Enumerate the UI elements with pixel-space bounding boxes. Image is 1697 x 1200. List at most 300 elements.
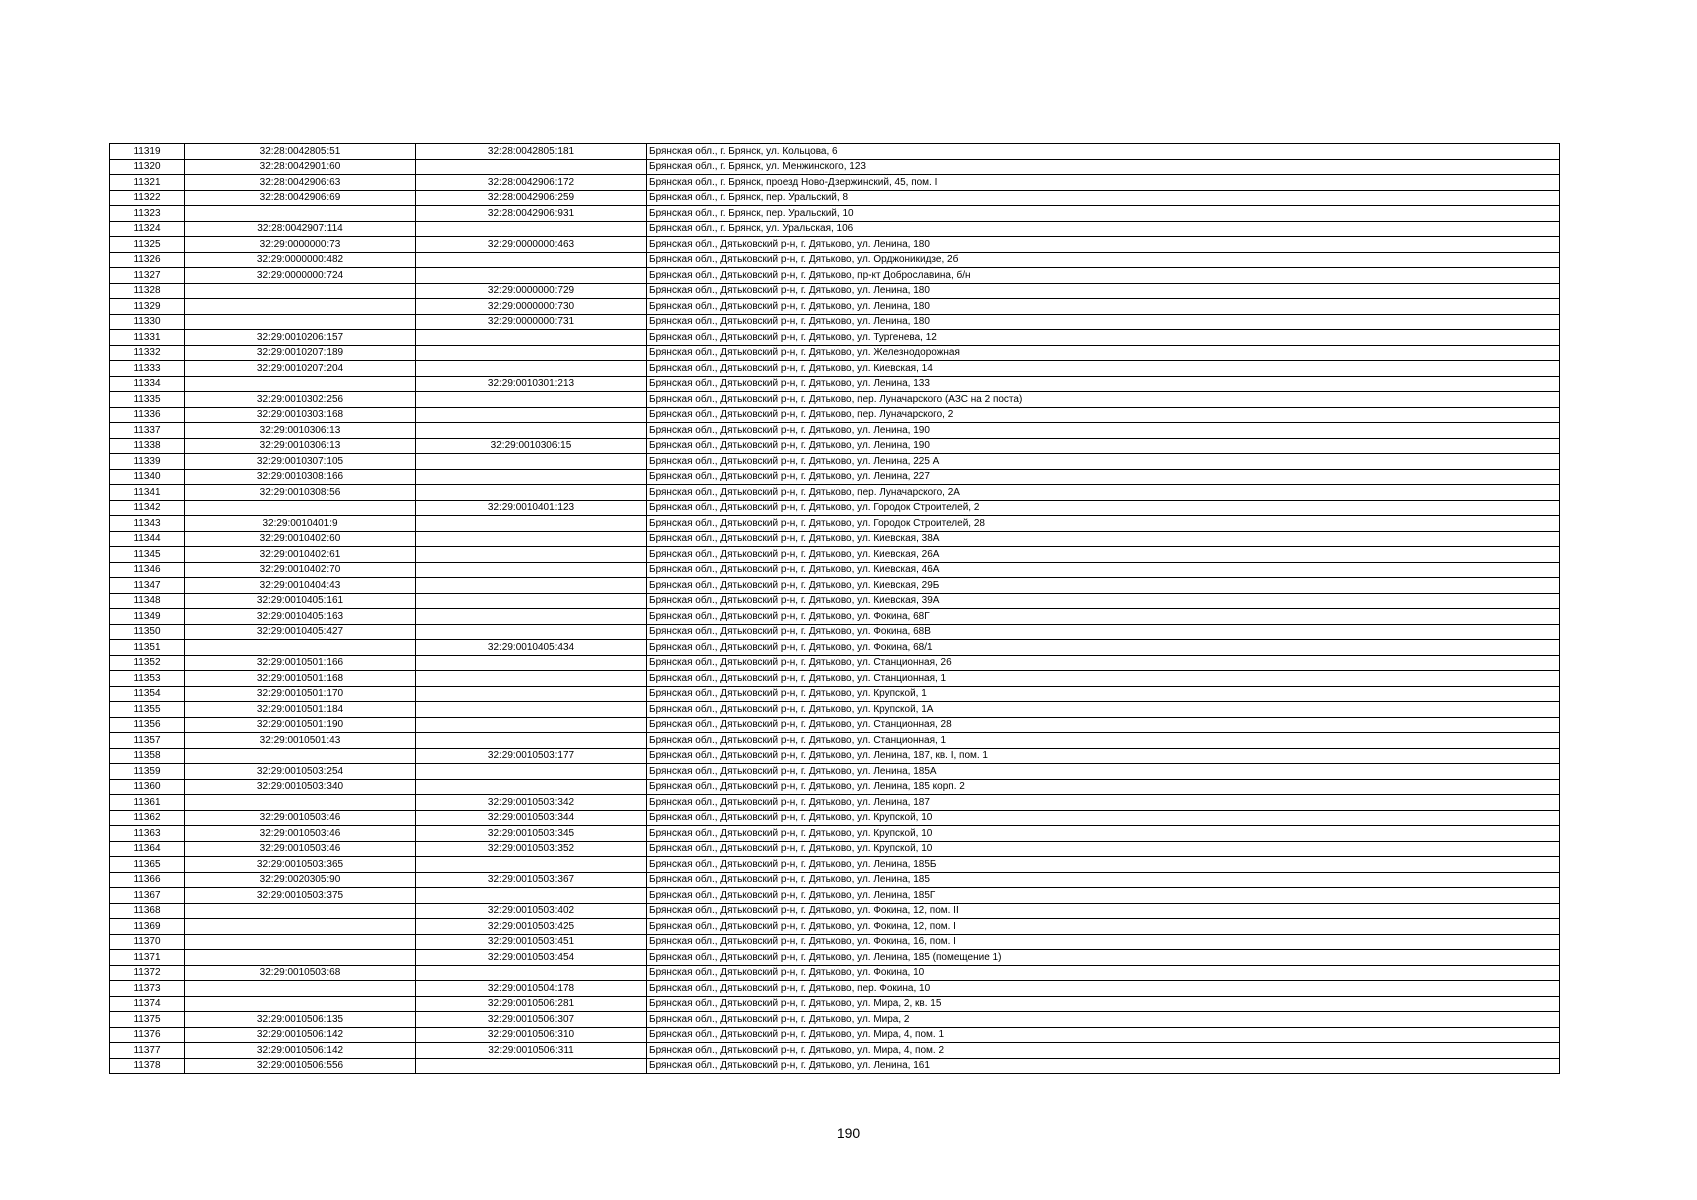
row-number-cell: 11372 bbox=[110, 965, 185, 981]
cadastral-number-cell: 32:29:0010501:168 bbox=[185, 671, 416, 687]
table-row bbox=[110, 810, 1560, 826]
object-cadastral-number-cell: 32:28:0042906:259 bbox=[416, 190, 647, 206]
row-number-cell: 11351 bbox=[110, 640, 185, 656]
object-cadastral-number-cell: 32:29:0010506:310 bbox=[416, 1027, 647, 1043]
row-number-cell: 11369 bbox=[110, 919, 185, 935]
cadastral-number-cell: 32:29:0010405:161 bbox=[185, 593, 416, 609]
row-number-cell: 11378 bbox=[110, 1058, 185, 1074]
object-cadastral-number-cell bbox=[416, 1058, 647, 1074]
cadastral-number-cell: 32:29:0010401:9 bbox=[185, 516, 416, 532]
table-row bbox=[110, 919, 1560, 935]
table-row bbox=[110, 841, 1560, 857]
table-row bbox=[110, 1012, 1560, 1028]
object-cadastral-number-cell bbox=[416, 268, 647, 284]
cadastral-number-cell: 32:29:0010207:204 bbox=[185, 361, 416, 377]
cadastral-number-cell: 32:28:0042901:60 bbox=[185, 159, 416, 175]
cadastral-number-cell: 32:28:0042906:63 bbox=[185, 175, 416, 191]
cadastral-number-cell: 32:29:0010503:365 bbox=[185, 857, 416, 873]
table-row bbox=[110, 500, 1560, 516]
row-number-cell: 11329 bbox=[110, 299, 185, 315]
object-cadastral-number-cell: 32:29:0010506:307 bbox=[416, 1012, 647, 1028]
cadastral-number-cell: 32:29:0010404:43 bbox=[185, 578, 416, 594]
row-number-cell: 11370 bbox=[110, 934, 185, 950]
cadastral-number-cell bbox=[185, 640, 416, 656]
cadastral-number-cell: 32:29:0010503:254 bbox=[185, 764, 416, 780]
object-cadastral-number-cell: 32:29:0010306:15 bbox=[416, 438, 647, 454]
object-cadastral-number-cell: 32:29:0000000:463 bbox=[416, 237, 647, 253]
table-row bbox=[110, 299, 1560, 315]
row-number-cell: 11357 bbox=[110, 733, 185, 749]
object-cadastral-number-cell bbox=[416, 562, 647, 578]
table-row bbox=[110, 578, 1560, 594]
row-number-cell: 11342 bbox=[110, 500, 185, 516]
object-cadastral-number-cell bbox=[416, 609, 647, 625]
row-number-cell: 11325 bbox=[110, 237, 185, 253]
address-cell: Брянская обл., г. Брянск, пер. Уральский, 10 bbox=[647, 206, 1560, 222]
cadastral-number-cell: 32:29:0010506:135 bbox=[185, 1012, 416, 1028]
cadastral-number-cell: 32:29:0000000:724 bbox=[185, 268, 416, 284]
cadastral-number-cell: 32:29:0010501:43 bbox=[185, 733, 416, 749]
row-number-cell: 11348 bbox=[110, 593, 185, 609]
row-number-cell: 11374 bbox=[110, 996, 185, 1012]
address-cell: Брянская обл., Дятьковский р-н, г. Дятьково, ул. Ленина, 180 bbox=[647, 314, 1560, 330]
cadastral-number-cell bbox=[185, 299, 416, 315]
object-cadastral-number-cell bbox=[416, 485, 647, 501]
cadastral-number-cell bbox=[185, 795, 416, 811]
row-number-cell: 11319 bbox=[110, 144, 185, 160]
table-row bbox=[110, 1043, 1560, 1059]
row-number-cell: 11328 bbox=[110, 283, 185, 299]
address-cell: Брянская обл., г. Брянск, ул. Менжинского, 123 bbox=[647, 159, 1560, 175]
cadastral-number-cell: 32:29:0010506:142 bbox=[185, 1027, 416, 1043]
cadastral-number-cell: 32:29:0000000:73 bbox=[185, 237, 416, 253]
row-number-cell: 11371 bbox=[110, 950, 185, 966]
cadastral-number-cell: 32:28:0042906:69 bbox=[185, 190, 416, 206]
table-row bbox=[110, 454, 1560, 470]
row-number-cell: 11346 bbox=[110, 562, 185, 578]
object-cadastral-number-cell bbox=[416, 423, 647, 439]
row-number-cell: 11365 bbox=[110, 857, 185, 873]
table-row bbox=[110, 547, 1560, 563]
cadastral-number-cell bbox=[185, 314, 416, 330]
object-cadastral-number-cell: 32:29:0010301:213 bbox=[416, 376, 647, 392]
table-row bbox=[110, 361, 1560, 377]
object-cadastral-number-cell bbox=[416, 516, 647, 532]
object-cadastral-number-cell: 32:29:0010503:402 bbox=[416, 903, 647, 919]
object-cadastral-number-cell bbox=[416, 593, 647, 609]
cadastral-number-cell: 32:29:0010405:427 bbox=[185, 624, 416, 640]
cadastral-number-cell: 32:29:0010501:190 bbox=[185, 717, 416, 733]
row-number-cell: 11373 bbox=[110, 981, 185, 997]
cadastral-number-cell: 32:29:0010306:13 bbox=[185, 438, 416, 454]
table-row bbox=[110, 485, 1560, 501]
row-number-cell: 11347 bbox=[110, 578, 185, 594]
table-row bbox=[110, 190, 1560, 206]
row-number-cell: 11327 bbox=[110, 268, 185, 284]
object-cadastral-number-cell bbox=[416, 361, 647, 377]
address-cell: Брянская обл., Дятьковский р-н, г. Дятьково, ул. Ленина, 133 bbox=[647, 376, 1560, 392]
object-cadastral-number-cell bbox=[416, 717, 647, 733]
table-row bbox=[110, 702, 1560, 718]
object-cadastral-number-cell: 32:29:0010506:281 bbox=[416, 996, 647, 1012]
object-cadastral-number-cell: 32:29:0010405:434 bbox=[416, 640, 647, 656]
cadastral-number-cell: 32:29:0010501:184 bbox=[185, 702, 416, 718]
cadastral-number-cell: 32:29:0010503:375 bbox=[185, 888, 416, 904]
cadastral-number-cell bbox=[185, 500, 416, 516]
address-cell: Брянская обл., Дятьковский р-н, г. Дятьково, ул. Фокина, 16, пом. I bbox=[647, 934, 1560, 950]
object-cadastral-number-cell bbox=[416, 671, 647, 687]
object-cadastral-number-cell bbox=[416, 330, 647, 346]
table-row bbox=[110, 748, 1560, 764]
address-cell: Брянская обл., Дятьковский р-н, г. Дятьково, ул. Ленина, 180 bbox=[647, 299, 1560, 315]
object-cadastral-number-cell bbox=[416, 702, 647, 718]
table-row bbox=[110, 996, 1560, 1012]
object-cadastral-number-cell: 32:29:0010503:451 bbox=[416, 934, 647, 950]
cadastral-number-cell: 32:28:0042805:51 bbox=[185, 144, 416, 160]
address-cell: Брянская обл., Дятьковский р-н, г. Дятьково, ул. Мира, 4, пом. 2 bbox=[647, 1043, 1560, 1059]
address-cell: Брянская обл., г. Брянск, ул. Уральская, 106 bbox=[647, 221, 1560, 237]
cadastral-number-cell: 32:29:0010503:46 bbox=[185, 826, 416, 842]
object-cadastral-number-cell: 32:29:0000000:729 bbox=[416, 283, 647, 299]
row-number-cell: 11338 bbox=[110, 438, 185, 454]
cadastral-number-cell: 32:29:0000000:482 bbox=[185, 252, 416, 268]
address-cell: Брянская обл., Дятьковский р-н, г. Дятьково, ул. Ленина, 185А bbox=[647, 764, 1560, 780]
cadastral-number-cell: 32:29:0010207:189 bbox=[185, 345, 416, 361]
object-cadastral-number-cell: 32:29:0000000:730 bbox=[416, 299, 647, 315]
cadastral-number-cell: 32:29:0010302:256 bbox=[185, 392, 416, 408]
object-cadastral-number-cell bbox=[416, 624, 647, 640]
row-number-cell: 11330 bbox=[110, 314, 185, 330]
cadastral-number-cell: 32:29:0010501:170 bbox=[185, 686, 416, 702]
row-number-cell: 11367 bbox=[110, 888, 185, 904]
object-cadastral-number-cell bbox=[416, 454, 647, 470]
object-cadastral-number-cell: 32:29:0010503:425 bbox=[416, 919, 647, 935]
row-number-cell: 11320 bbox=[110, 159, 185, 175]
row-number-cell: 11322 bbox=[110, 190, 185, 206]
address-cell: Брянская обл., Дятьковский р-н, г. Дятьково, ул. Городок Строителей, 2 bbox=[647, 500, 1560, 516]
address-cell: Брянская обл., Дятьковский р-н, г. Дятьково, ул. Киевская, 46А bbox=[647, 562, 1560, 578]
address-cell: Брянская обл., Дятьковский р-н, г. Дятьково, ул. Ленина, 185 bbox=[647, 872, 1560, 888]
row-number-cell: 11343 bbox=[110, 516, 185, 532]
address-cell: Брянская обл., Дятьковский р-н, г. Дятьково, ул. Фокина, 68В bbox=[647, 624, 1560, 640]
object-cadastral-number-cell: 32:29:0000000:731 bbox=[416, 314, 647, 330]
table-row bbox=[110, 1058, 1560, 1074]
table-row bbox=[110, 965, 1560, 981]
row-number-cell: 11323 bbox=[110, 206, 185, 222]
object-cadastral-number-cell bbox=[416, 733, 647, 749]
row-number-cell: 11335 bbox=[110, 392, 185, 408]
row-number-cell: 11376 bbox=[110, 1027, 185, 1043]
row-number-cell: 11358 bbox=[110, 748, 185, 764]
cadastral-number-cell: 32:29:0010308:56 bbox=[185, 485, 416, 501]
object-cadastral-number-cell: 32:28:0042805:181 bbox=[416, 144, 647, 160]
cadastral-number-cell: 32:29:0010501:166 bbox=[185, 655, 416, 671]
row-number-cell: 11363 bbox=[110, 826, 185, 842]
row-number-cell: 11326 bbox=[110, 252, 185, 268]
address-cell: Брянская обл., Дятьковский р-н, г. Дятьково, ул. Ленина, 185 (помещение 1) bbox=[647, 950, 1560, 966]
cadastral-number-cell: 32:29:0010402:60 bbox=[185, 531, 416, 547]
object-cadastral-number-cell: 32:29:0010503:367 bbox=[416, 872, 647, 888]
row-number-cell: 11333 bbox=[110, 361, 185, 377]
table-row bbox=[110, 345, 1560, 361]
row-number-cell: 11350 bbox=[110, 624, 185, 640]
row-number-cell: 11368 bbox=[110, 903, 185, 919]
cadastral-number-cell bbox=[185, 919, 416, 935]
object-cadastral-number-cell: 32:29:0010504:178 bbox=[416, 981, 647, 997]
address-cell: Брянская обл., Дятьковский р-н, г. Дятьково, ул. Городок Строителей, 28 bbox=[647, 516, 1560, 532]
address-cell: Брянская обл., Дятьковский р-н, г. Дятьково, ул. Станционная, 28 bbox=[647, 717, 1560, 733]
object-cadastral-number-cell: 32:29:0010503:352 bbox=[416, 841, 647, 857]
cadastral-number-cell bbox=[185, 950, 416, 966]
address-cell: Брянская обл., г. Брянск, проезд Ново-Дзержинский, 45, пом. I bbox=[647, 175, 1560, 191]
table-row bbox=[110, 872, 1560, 888]
table-row bbox=[110, 1027, 1560, 1043]
address-cell: Брянская обл., Дятьковский р-н, г. Дятьково, ул. Фокина, 10 bbox=[647, 965, 1560, 981]
object-cadastral-number-cell: 32:28:0042906:172 bbox=[416, 175, 647, 191]
row-number-cell: 11339 bbox=[110, 454, 185, 470]
cadastral-number-cell: 32:29:0010405:163 bbox=[185, 609, 416, 625]
row-number-cell: 11353 bbox=[110, 671, 185, 687]
table-row bbox=[110, 516, 1560, 532]
row-number-cell: 11361 bbox=[110, 795, 185, 811]
row-number-cell: 11354 bbox=[110, 686, 185, 702]
cadastral-number-cell: 32:29:0010308:166 bbox=[185, 469, 416, 485]
table-row bbox=[110, 981, 1560, 997]
cadastral-number-cell bbox=[185, 903, 416, 919]
cadastral-number-cell bbox=[185, 996, 416, 1012]
object-cadastral-number-cell bbox=[416, 965, 647, 981]
cadastral-number-cell bbox=[185, 981, 416, 997]
address-cell: Брянская обл., Дятьковский р-н, г. Дятьково, ул. Ленина, 227 bbox=[647, 469, 1560, 485]
address-cell: Брянская обл., Дятьковский р-н, г. Дятьково, пер. Луначарского (АЗС на 2 поста) bbox=[647, 392, 1560, 408]
table-row bbox=[110, 609, 1560, 625]
row-number-cell: 11356 bbox=[110, 717, 185, 733]
table-row bbox=[110, 733, 1560, 749]
address-cell: Брянская обл., Дятьковский р-н, г. Дятьково, пер. Фокина, 10 bbox=[647, 981, 1560, 997]
table-row bbox=[110, 237, 1560, 253]
table-row bbox=[110, 469, 1560, 485]
address-cell: Брянская обл., Дятьковский р-н, г. Дятьково, ул. Ленина, 161 bbox=[647, 1058, 1560, 1074]
object-cadastral-number-cell bbox=[416, 531, 647, 547]
object-cadastral-number-cell bbox=[416, 779, 647, 795]
table-row bbox=[110, 314, 1560, 330]
table-row bbox=[110, 268, 1560, 284]
address-cell: Брянская обл., Дятьковский р-н, г. Дятьково, ул. Мира, 2, кв. 15 bbox=[647, 996, 1560, 1012]
row-number-cell: 11352 bbox=[110, 655, 185, 671]
table-row bbox=[110, 655, 1560, 671]
address-cell: Брянская обл., Дятьковский р-н, г. Дятьково, ул. Мира, 4, пом. 1 bbox=[647, 1027, 1560, 1043]
cadastral-number-cell: 32:29:0010503:46 bbox=[185, 841, 416, 857]
address-cell: Брянская обл., Дятьковский р-н, г. Дятьково, ул. Ленина, 180 bbox=[647, 237, 1560, 253]
cadastral-number-cell: 32:29:0010306:13 bbox=[185, 423, 416, 439]
row-number-cell: 11360 bbox=[110, 779, 185, 795]
cadastral-table bbox=[109, 143, 1560, 1074]
row-number-cell: 11375 bbox=[110, 1012, 185, 1028]
row-number-cell: 11344 bbox=[110, 531, 185, 547]
row-number-cell: 11377 bbox=[110, 1043, 185, 1059]
table-row bbox=[110, 283, 1560, 299]
address-cell: Брянская обл., Дятьковский р-н, г. Дятьково, ул. Тургенева, 12 bbox=[647, 330, 1560, 346]
table-row bbox=[110, 640, 1560, 656]
object-cadastral-number-cell bbox=[416, 547, 647, 563]
address-cell: Брянская обл., Дятьковский р-н, г. Дятьково, ул. Киевская, 14 bbox=[647, 361, 1560, 377]
address-cell: Брянская обл., Дятьковский р-н, г. Дятьково, ул. Станционная, 1 bbox=[647, 671, 1560, 687]
table-row bbox=[110, 438, 1560, 454]
cadastral-number-cell bbox=[185, 376, 416, 392]
address-cell: Брянская обл., Дятьковский р-н, г. Дятьково, ул. Крупской, 10 bbox=[647, 826, 1560, 842]
address-cell: Брянская обл., Дятьковский р-н, г. Дятьково, ул. Станционная, 1 bbox=[647, 733, 1560, 749]
object-cadastral-number-cell bbox=[416, 888, 647, 904]
table-row bbox=[110, 423, 1560, 439]
table-row bbox=[110, 175, 1560, 191]
table-row bbox=[110, 159, 1560, 175]
address-cell: Брянская обл., Дятьковский р-н, г. Дятьково, ул. Железнодорожная bbox=[647, 345, 1560, 361]
table-row bbox=[110, 779, 1560, 795]
table-row bbox=[110, 671, 1560, 687]
table-row bbox=[110, 903, 1560, 919]
address-cell: Брянская обл., Дятьковский р-н, г. Дятьково, ул. Ленина, 180 bbox=[647, 283, 1560, 299]
object-cadastral-number-cell: 32:29:0010503:177 bbox=[416, 748, 647, 764]
row-number-cell: 11334 bbox=[110, 376, 185, 392]
object-cadastral-number-cell bbox=[416, 345, 647, 361]
cadastral-number-cell: 32:29:0010303:168 bbox=[185, 407, 416, 423]
row-number-cell: 11321 bbox=[110, 175, 185, 191]
object-cadastral-number-cell: 32:29:0010401:123 bbox=[416, 500, 647, 516]
address-cell: Брянская обл., Дятьковский р-н, г. Дятьково, ул. Ленина, 190 bbox=[647, 423, 1560, 439]
row-number-cell: 11324 bbox=[110, 221, 185, 237]
table-row bbox=[110, 764, 1560, 780]
table-row bbox=[110, 376, 1560, 392]
address-cell: Брянская обл., Дятьковский р-н, г. Дятьково, ул. Станционная, 26 bbox=[647, 655, 1560, 671]
row-number-cell: 11336 bbox=[110, 407, 185, 423]
table-row bbox=[110, 206, 1560, 222]
address-cell: Брянская обл., Дятьковский р-н, г. Дятьково, ул. Фокина, 12, пом. I bbox=[647, 919, 1560, 935]
cadastral-number-cell bbox=[185, 283, 416, 299]
table-row bbox=[110, 407, 1560, 423]
address-cell: Брянская обл., Дятьковский р-н, г. Дятьково, пр-кт Доброславина, б/н bbox=[647, 268, 1560, 284]
address-cell: Брянская обл., Дятьковский р-н, г. Дятьково, пер. Луначарского, 2А bbox=[647, 485, 1560, 501]
cadastral-number-cell: 32:29:0010503:340 bbox=[185, 779, 416, 795]
address-cell: Брянская обл., Дятьковский р-н, г. Дятьково, ул. Мира, 2 bbox=[647, 1012, 1560, 1028]
table-row bbox=[110, 717, 1560, 733]
table-row bbox=[110, 686, 1560, 702]
object-cadastral-number-cell bbox=[416, 857, 647, 873]
page-number: 190 bbox=[836, 1125, 861, 1141]
object-cadastral-number-cell bbox=[416, 159, 647, 175]
table-row bbox=[110, 795, 1560, 811]
address-cell: Брянская обл., Дятьковский р-н, г. Дятьково, ул. Крупской, 10 bbox=[647, 841, 1560, 857]
table-row bbox=[110, 221, 1560, 237]
object-cadastral-number-cell bbox=[416, 686, 647, 702]
table-row bbox=[110, 624, 1560, 640]
address-cell: Брянская обл., Дятьковский р-н, г. Дятьково, ул. Ленина, 225 А bbox=[647, 454, 1560, 470]
address-cell: Брянская обл., Дятьковский р-н, г. Дятьково, ул. Киевская, 26А bbox=[647, 547, 1560, 563]
object-cadastral-number-cell bbox=[416, 221, 647, 237]
object-cadastral-number-cell bbox=[416, 655, 647, 671]
table-row bbox=[110, 531, 1560, 547]
address-cell: Брянская обл., Дятьковский р-н, г. Дятьково, ул. Ленина, 185Б bbox=[647, 857, 1560, 873]
address-cell: Брянская обл., Дятьковский р-н, г. Дятьково, ул. Крупской, 1А bbox=[647, 702, 1560, 718]
address-cell: Брянская обл., Дятьковский р-н, г. Дятьково, ул. Фокина, 12, пом. II bbox=[647, 903, 1560, 919]
cadastral-number-cell bbox=[185, 206, 416, 222]
cadastral-number-cell: 32:29:0020305:90 bbox=[185, 872, 416, 888]
cadastral-number-cell bbox=[185, 748, 416, 764]
object-cadastral-number-cell bbox=[416, 252, 647, 268]
address-cell: Брянская обл., Дятьковский р-н, г. Дятьково, ул. Ленина, 187 bbox=[647, 795, 1560, 811]
object-cadastral-number-cell bbox=[416, 764, 647, 780]
object-cadastral-number-cell: 32:29:0010503:454 bbox=[416, 950, 647, 966]
cadastral-number-cell: 32:29:0010506:142 bbox=[185, 1043, 416, 1059]
table-body bbox=[110, 144, 1560, 1074]
cadastral-number-cell: 32:29:0010503:68 bbox=[185, 965, 416, 981]
row-number-cell: 11362 bbox=[110, 810, 185, 826]
address-cell: Брянская обл., г. Брянск, ул. Кольцова, 6 bbox=[647, 144, 1560, 160]
address-cell: Брянская обл., Дятьковский р-н, г. Дятьково, ул. Ленина, 185Г bbox=[647, 888, 1560, 904]
cadastral-number-cell: 32:29:0010206:157 bbox=[185, 330, 416, 346]
table-row bbox=[110, 562, 1560, 578]
row-number-cell: 11337 bbox=[110, 423, 185, 439]
address-cell: Брянская обл., Дятьковский р-н, г. Дятьково, ул. Киевская, 29Б bbox=[647, 578, 1560, 594]
table-row bbox=[110, 934, 1560, 950]
table-row bbox=[110, 826, 1560, 842]
address-cell: Брянская обл., Дятьковский р-н, г. Дятьково, ул. Фокина, 68Г bbox=[647, 609, 1560, 625]
cadastral-number-cell bbox=[185, 934, 416, 950]
row-number-cell: 11349 bbox=[110, 609, 185, 625]
object-cadastral-number-cell bbox=[416, 392, 647, 408]
address-cell: Брянская обл., Дятьковский р-н, г. Дятьково, ул. Ленина, 185 корп. 2 bbox=[647, 779, 1560, 795]
address-cell: Брянская обл., Дятьковский р-н, г. Дятьково, ул. Ленина, 190 bbox=[647, 438, 1560, 454]
object-cadastral-number-cell bbox=[416, 469, 647, 485]
address-cell: Брянская обл., Дятьковский р-н, г. Дятьково, ул. Крупской, 10 bbox=[647, 810, 1560, 826]
cadastral-number-cell: 32:28:0042907:114 bbox=[185, 221, 416, 237]
table-row bbox=[110, 950, 1560, 966]
table-row bbox=[110, 144, 1560, 160]
object-cadastral-number-cell bbox=[416, 578, 647, 594]
table-row bbox=[110, 888, 1560, 904]
object-cadastral-number-cell: 32:29:0010503:345 bbox=[416, 826, 647, 842]
row-number-cell: 11345 bbox=[110, 547, 185, 563]
address-cell: Брянская обл., Дятьковский р-н, г. Дятьково, ул. Фокина, 68/1 bbox=[647, 640, 1560, 656]
cadastral-number-cell: 32:29:0010506:556 bbox=[185, 1058, 416, 1074]
cadastral-number-cell: 32:29:0010503:46 bbox=[185, 810, 416, 826]
row-number-cell: 11340 bbox=[110, 469, 185, 485]
table-row bbox=[110, 252, 1560, 268]
address-cell: Брянская обл., Дятьковский р-н, г. Дятьково, ул. Ленина, 187, кв. I, пом. 1 bbox=[647, 748, 1560, 764]
row-number-cell: 11364 bbox=[110, 841, 185, 857]
address-cell: Брянская обл., Дятьковский р-н, г. Дятьково, ул. Крупской, 1 bbox=[647, 686, 1560, 702]
table-row bbox=[110, 392, 1560, 408]
object-cadastral-number-cell: 32:29:0010503:342 bbox=[416, 795, 647, 811]
table-row bbox=[110, 330, 1560, 346]
address-cell: Брянская обл., Дятьковский р-н, г. Дятьково, ул. Киевская, 38А bbox=[647, 531, 1560, 547]
address-cell: Брянская обл., г. Брянск, пер. Уральский, 8 bbox=[647, 190, 1560, 206]
row-number-cell: 11366 bbox=[110, 872, 185, 888]
table-row bbox=[110, 857, 1560, 873]
object-cadastral-number-cell: 32:28:0042906:931 bbox=[416, 206, 647, 222]
row-number-cell: 11341 bbox=[110, 485, 185, 501]
row-number-cell: 11332 bbox=[110, 345, 185, 361]
row-number-cell: 11331 bbox=[110, 330, 185, 346]
row-number-cell: 11355 bbox=[110, 702, 185, 718]
cadastral-number-cell: 32:29:0010402:70 bbox=[185, 562, 416, 578]
cadastral-number-cell: 32:29:0010402:61 bbox=[185, 547, 416, 563]
object-cadastral-number-cell bbox=[416, 407, 647, 423]
object-cadastral-number-cell: 32:29:0010506:311 bbox=[416, 1043, 647, 1059]
address-cell: Брянская обл., Дятьковский р-н, г. Дятьково, пер. Луначарского, 2 bbox=[647, 407, 1560, 423]
cadastral-number-cell: 32:29:0010307:105 bbox=[185, 454, 416, 470]
address-cell: Брянская обл., Дятьковский р-н, г. Дятьково, ул. Орджоникидзе, 2б bbox=[647, 252, 1560, 268]
address-cell: Брянская обл., Дятьковский р-н, г. Дятьково, ул. Киевская, 39А bbox=[647, 593, 1560, 609]
